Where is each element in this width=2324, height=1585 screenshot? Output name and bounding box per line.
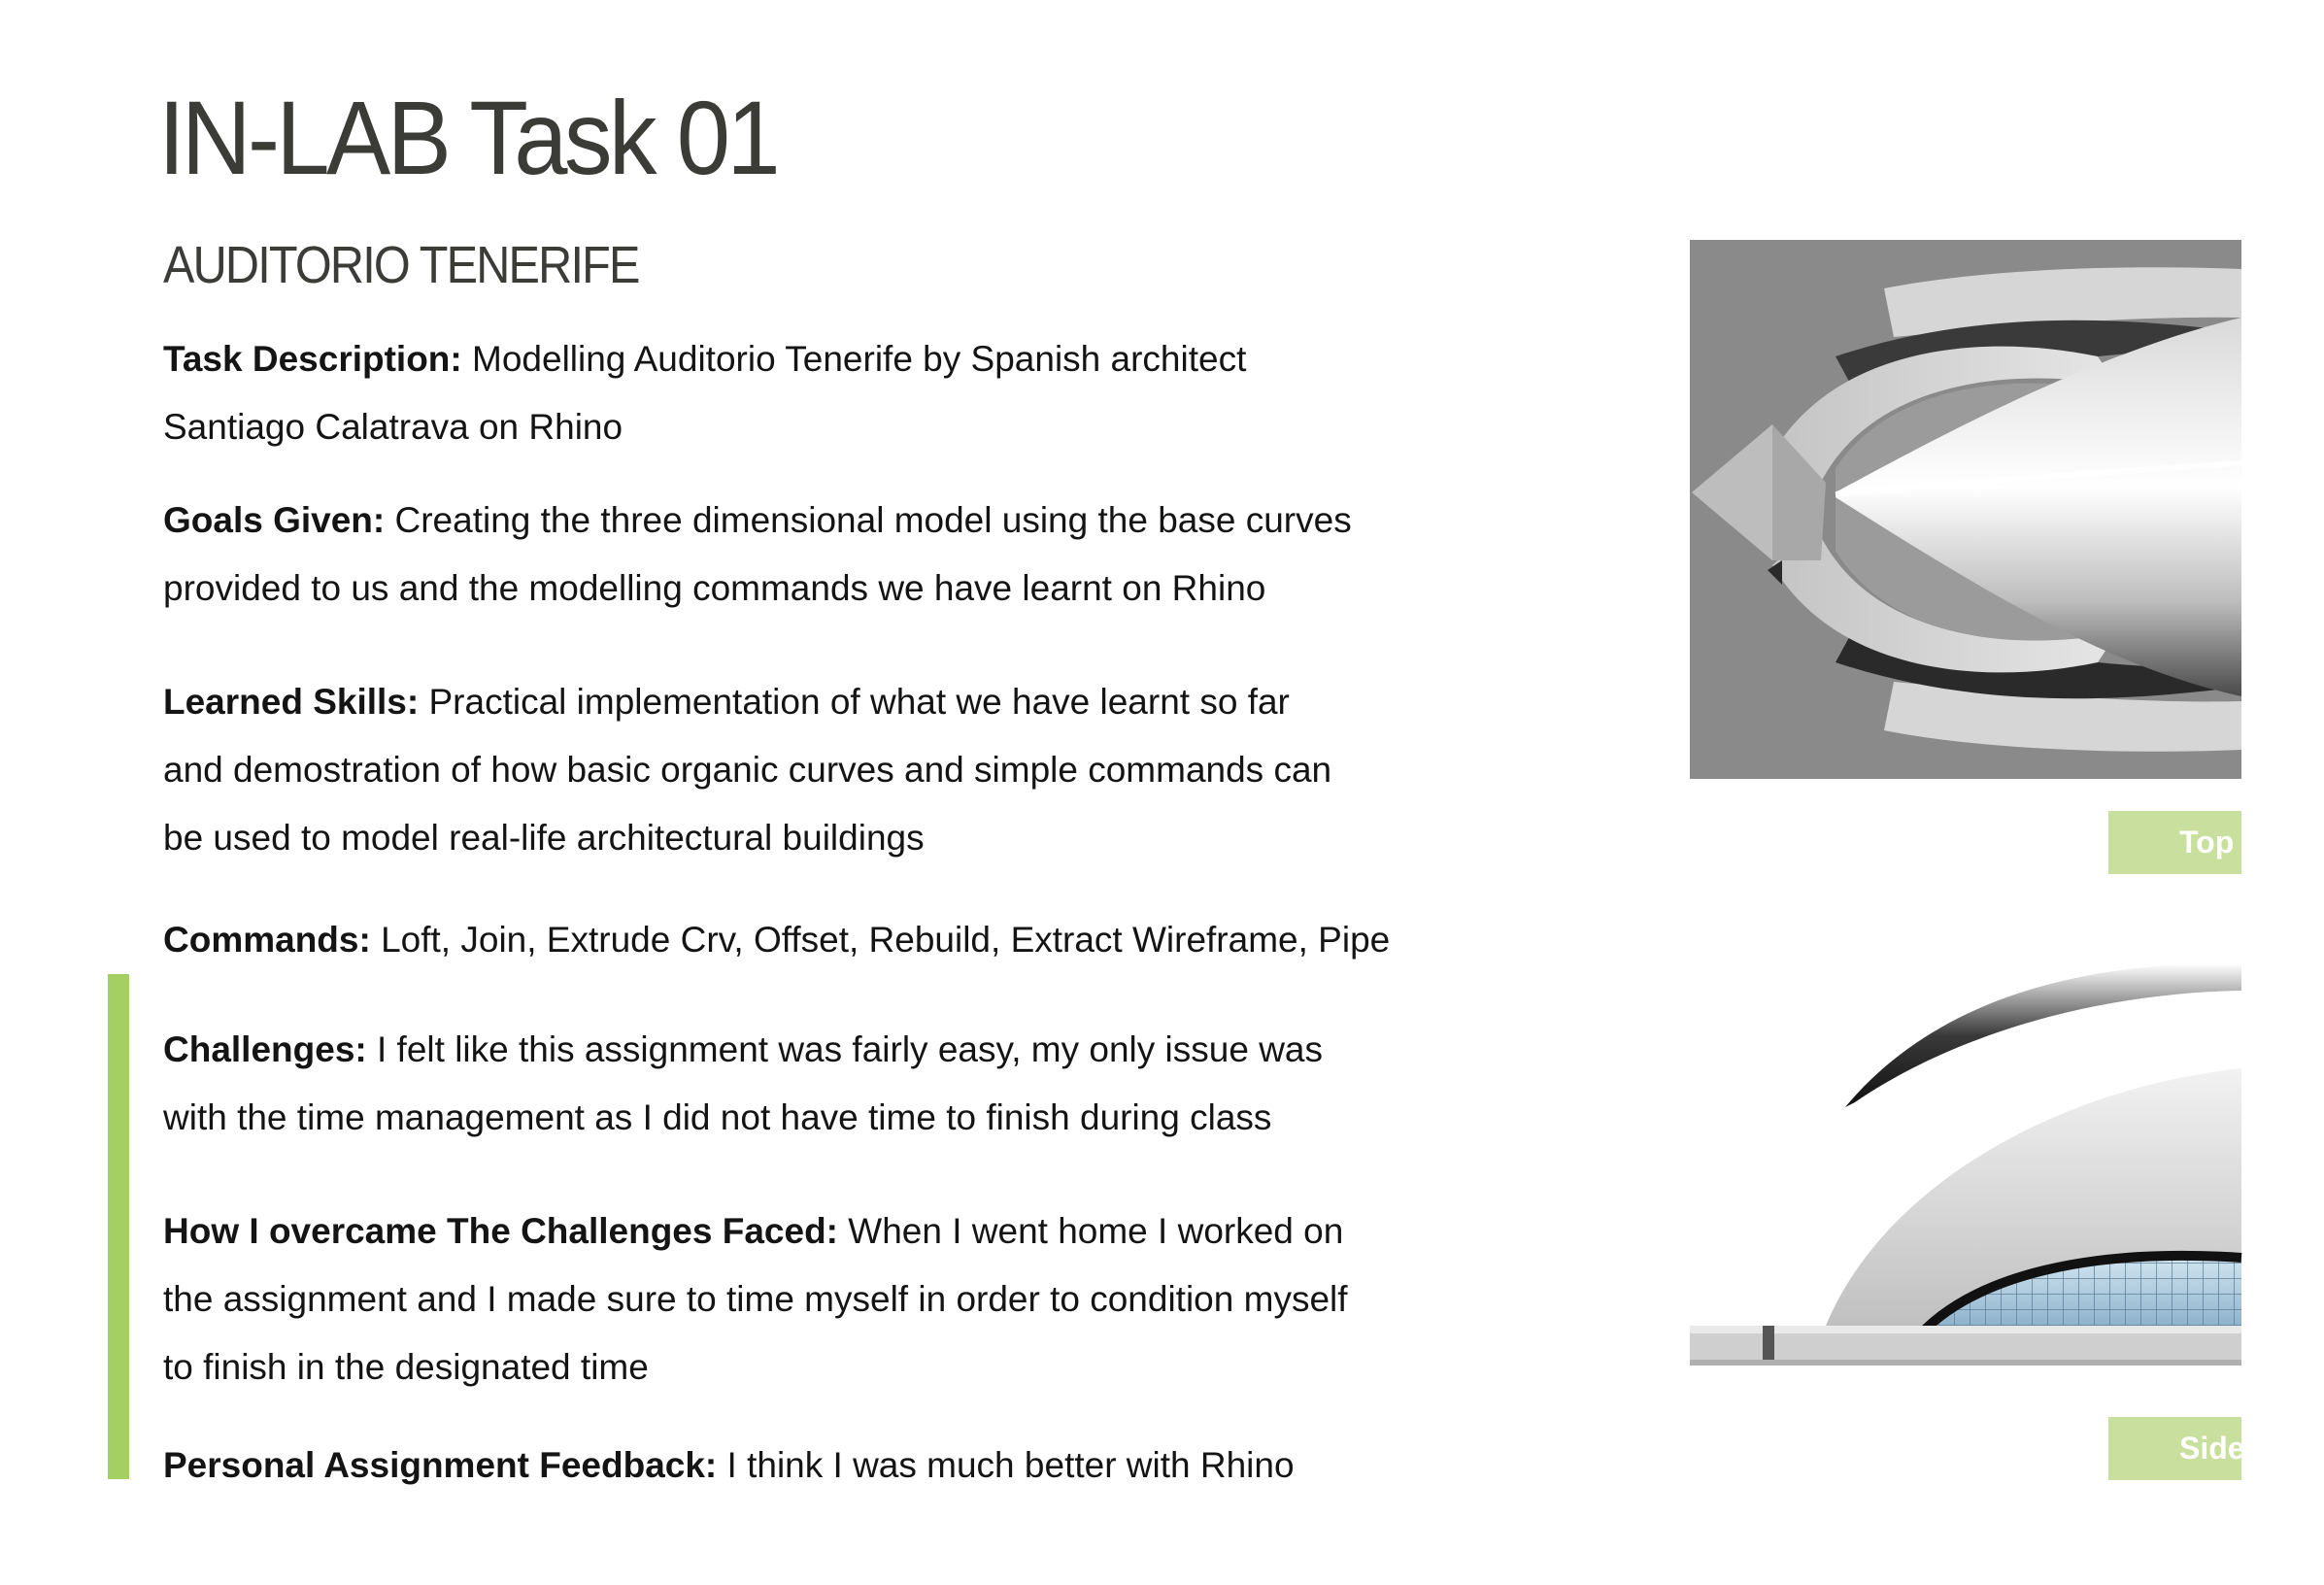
feedback-label: Personal Assignment Feedback: <box>163 1445 718 1485</box>
overcome-label: How I overcame The Challenges Faced: <box>163 1211 838 1251</box>
challenges-label: Challenges: <box>163 1029 367 1069</box>
learned-skills-text-2: and demostration of how basic organic curves and simple commands can <box>163 750 1332 790</box>
task-description-label: Task Description: <box>163 339 462 379</box>
task-description-text-2: Santiago Calatrava on Rhino <box>163 407 623 447</box>
overcome-challenges <box>163 1197 1484 1401</box>
challenges-text-1: I felt like this assignment was fairly easy, my only issue was <box>366 1029 1323 1069</box>
overcome-text-2: the assignment and I made sure to time myself in order to condition myself <box>163 1279 1348 1319</box>
commands-text: Loft, Join, Extrude Crv, Offset, Rebuild, Extract Wireframe, Pipe <box>370 920 1391 960</box>
goals-given-text-1: Creating the three dimensional model using the base curves <box>385 500 1352 540</box>
commands-label: Commands: <box>163 920 371 960</box>
top-view-render <box>1690 240 2241 779</box>
learned-skills-text-1: Practical implementation of what we have learnt so far <box>419 682 1290 722</box>
side-view-render <box>1690 952 2241 1389</box>
goals-given-label: Goals Given: <box>163 500 386 540</box>
overcome-text-3: to finish in the designated time <box>163 1347 649 1387</box>
feedback-text: I think I was much better with Rhino <box>717 1445 1295 1485</box>
page-title: IN-LAB Task 01 <box>158 79 777 196</box>
task-description <box>163 325 1484 461</box>
commands <box>163 906 1484 974</box>
top-view-label: Top View <box>2108 811 2241 874</box>
learned-skills-text-3: be used to model real-life architectural buildings <box>163 818 925 858</box>
challenges <box>163 1016 1484 1152</box>
accent-bar <box>108 974 129 1479</box>
goals-given-text-2: provided to us and the modelling commands we have learnt on Rhino <box>163 568 1266 608</box>
learned-skills <box>163 668 1484 872</box>
personal-feedback <box>163 1432 1484 1500</box>
goals-given <box>163 487 1484 623</box>
learned-skills-label: Learned Skills: <box>163 682 420 722</box>
page-subtitle: AUDITORIO TENERIFE <box>163 236 639 294</box>
side-view-label: Side View <box>2108 1417 2241 1480</box>
task-description-text-1: Modelling Auditorio Tenerife by Spanish architect <box>461 339 1247 379</box>
overcome-text-1: When I went home I worked on <box>838 1211 1344 1251</box>
challenges-text-2: with the time management as I did not have time to finish during class <box>163 1097 1272 1137</box>
